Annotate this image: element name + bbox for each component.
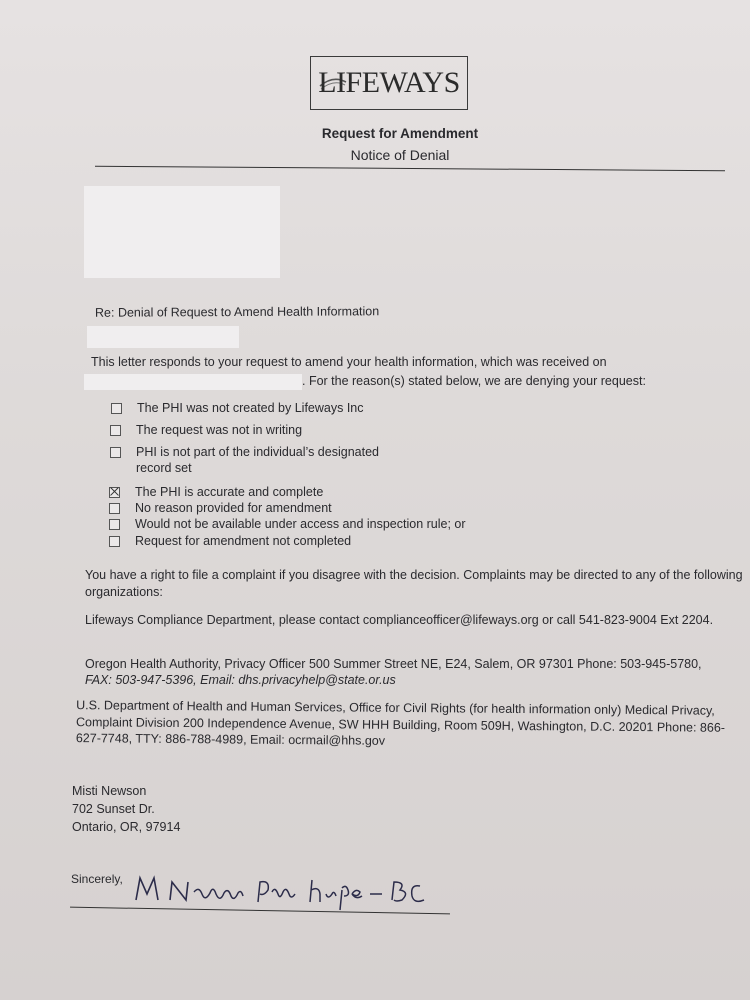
checkbox-checked	[109, 487, 120, 498]
checkbox	[109, 536, 120, 547]
reason-not-completed: Request for amendment not completed	[109, 533, 351, 549]
checkbox	[109, 503, 120, 514]
org-oha-line-2: FAX: 503-947-5396, Email: dhs.privacyhelp@state.or.us	[85, 673, 396, 687]
re-line: Re: Denial of Request to Amend Health Information	[94, 304, 380, 320]
checkbox	[110, 447, 121, 458]
sender-city: Ontario, OR, 97914	[72, 820, 181, 834]
page-subtitle: Notice of Denial	[350, 147, 450, 163]
org-hhs: U.S. Department of Health and Human Services, Office for Civil Rights (for health information only) Medical Privacy, Complaint Division 200 Independence Avenue, SW HHH Building, Room 509H, Washington, D.C. 20201 Phone: 866-627-7748, TTY: 886-788-4989, Email: ocrmail@hhs.gov	[75, 698, 726, 748]
redacted-name	[87, 326, 239, 348]
checkbox	[111, 403, 122, 414]
reason-no-reason: No reason provided for amendment	[109, 500, 332, 516]
intro-line-1: This letter responds to your request to amend your health information, which was received on	[91, 355, 607, 369]
org-oha-line-1: Oregon Health Authority, Privacy Officer 500 Summer Street NE, E24, Salem, OR 97301 Phone: 503-945-5780,	[85, 657, 702, 671]
reason-not-in-writing: The request was not in writing	[110, 422, 302, 438]
sender-name: Misti Newson	[72, 784, 147, 798]
reason-not-created: The PHI was not created by Lifeways Inc	[111, 400, 364, 416]
complaint-intro: You have a right to file a complaint if you disagree with the decision. Complaints may be directed to any of the following organizations:	[85, 568, 743, 599]
redacted-date	[84, 374, 302, 390]
reason-accurate-complete: The PHI is accurate and complete	[109, 484, 323, 500]
reason-access-inspection: Would not be available under access and inspection rule; or	[109, 516, 466, 532]
lifeways-logo	[310, 56, 468, 110]
intro-line-2: . For the reason(s) stated below, we are denying your request:	[302, 374, 646, 388]
logo-text: LIFEWAYS	[318, 66, 460, 99]
header-divider	[95, 166, 725, 171]
page-title: Request for Amendment	[321, 126, 479, 141]
sender-street: 702 Sunset Dr.	[72, 802, 155, 816]
org-lifeways: Lifeways Compliance Department, please contact complianceofficer@lifeways.org or call 541-823-9004 Ext 2204.	[85, 613, 714, 627]
redacted-address	[84, 186, 280, 278]
checkbox	[110, 425, 121, 436]
checkbox	[109, 519, 120, 530]
closing: Sincerely,	[71, 872, 123, 886]
reason-not-record-set: PHI is not part of the individual’s designated record set	[110, 444, 379, 476]
